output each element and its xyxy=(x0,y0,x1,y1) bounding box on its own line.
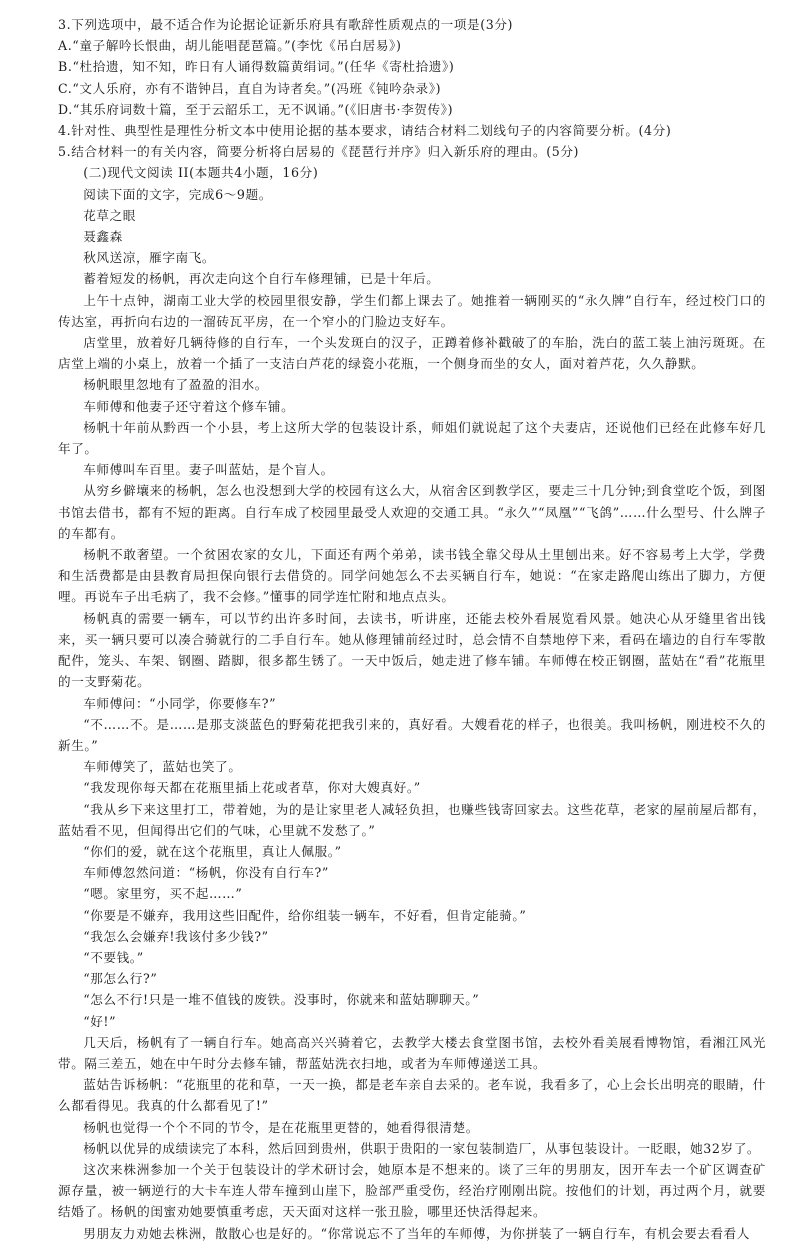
article-title: 花草之眼 xyxy=(83,207,136,223)
paragraph: “你要是不嫌弃，我用这些旧配件，给你组装一辆车，不好看，但肯定能骑。” xyxy=(83,907,527,923)
question-5: 5.结合材料一的有关内容，简要分析将白居易的《琵琶行并序》归入新乐府的理由。(5分) xyxy=(58,144,580,160)
paragraph: “好!” xyxy=(83,1013,117,1029)
paragraph: 蓝姑告诉杨帆：“花瓶里的花和草，一天一换，都是老车亲自去采的。老车说，我看多了，心上会长出明亮的眼睛，什么都看得见。我真的什么都看见了!” xyxy=(58,1077,766,1114)
paragraph: 秋风送凉，雁字南飞。 xyxy=(83,250,216,266)
paragraph: “我怎么会嫌弃!我该付多少钱?” xyxy=(83,928,269,944)
paragraph: 店堂里，放着好几辆待修的自行车，一个头发斑白的汉子，正蹲着修补戳破了的车胎，洗白的蓝工装上油污斑斑。在店堂上端的小桌上，放着一个插了一支洁白芦花的绿瓷小花瓶，一个侧身而坐的女人，面对着芦花，久久静默。 xyxy=(58,335,766,372)
question-4: 4.针对性、典型性是理性分析文本中使用论据的基本要求，请结合材料二划线句子的内容简要分析。(4分) xyxy=(58,123,672,139)
document-page xyxy=(58,14,766,1244)
paragraph: 杨帆眼里忽地有了盈盈的泪水。 xyxy=(83,377,268,393)
option-b: B.“杜拾遗，知不知，昨日有人诵得数篇黄绢词。”(任华《寄杜拾遗》) xyxy=(58,59,455,75)
paragraph: 车师傅问：“小同学，你要修车?” xyxy=(83,695,277,711)
paragraph: 男朋友力劝她去株洲，散散心也是好的。“你常说忘不了当年的车师傅，为你拼装了一辆自行车，有机会要去看看人 xyxy=(83,1225,750,1241)
paragraph: 蓄着短发的杨帆，再次走向这个自行车修理铺，已是十年后。 xyxy=(83,271,440,287)
paragraph: “我发现你每天都在花瓶里插上花或者草，你对大嫂真好。” xyxy=(83,780,421,796)
option-d: D.“其乐府词数十篇，至于云韶乐工，无不讽诵。”(《旧唐书·李贺传》) xyxy=(58,101,454,117)
article-author: 聂鑫森 xyxy=(83,229,123,245)
paragraph: “不要钱。” xyxy=(83,949,144,965)
option-a: A.“童子解吟长恨曲，胡儿能唱琵琶篇。”(李忱《吊白居易》) xyxy=(58,38,402,54)
paragraph: “怎么不行!只是一堆不值钱的废铁。没事时，你就来和蓝姑聊聊天。” xyxy=(83,992,480,1008)
paragraph: 车师傅忽然问道：“杨帆，你没有自行车?” xyxy=(83,865,329,881)
paragraph: 从穷乡僻壤来的杨帆，怎么也没想到大学的校园有这么大，从宿舍区到教学区，要走三十几分钟;到食堂吃个饭，到图书馆去借书，都有不短的距离。自行车成了校园里最受人欢迎的交通工具。“永久”“凤凰”“飞鸽”……什么型号、什么牌子的车都有。 xyxy=(58,483,766,541)
paragraph: 这次来株洲参加一个关于包装设计的学术研讨会，她原本是不想来的。谈了三年的男朋友，因开车去一个矿区调查矿源存量，被一辆逆行的大卡车连人带车撞到山崖下，脸部严重受伤，经治疗刚刚出院。按他们的计划，再过两个月，就要结婚了。杨帆的闺蜜劝她要慎重考虑，天天面对这样一张丑脸，哪里还快活得起来。 xyxy=(58,1161,766,1220)
paragraph: 车师傅叫车百里。妻子叫蓝姑，是个盲人。 xyxy=(83,462,334,478)
paragraph: “那怎么行?” xyxy=(83,971,158,987)
paragraph: 杨帆以优异的成绩读完了本科，然后回到贵州，供职于贵阳的一家包装制造厂，从事包装设计。一眨眼，她32岁了。 xyxy=(83,1140,761,1156)
paragraph: 几天后，杨帆有了一辆自行车。她高高兴兴骑着它，去教学大楼去食堂图书馆，去校外看美展看博物馆，看湘江风光带。隔三差五，她在中午时分去修车铺，帮蓝姑洗衣扫地，或者为车师傅递送工具。 xyxy=(58,1034,766,1071)
section-heading: (二)现代文阅读 II(本题共4小题，16分) xyxy=(83,165,319,181)
paragraph: 车师傅笑了，蓝姑也笑了。 xyxy=(83,759,242,775)
paragraph: “我从乡下来这里打工，带着她，为的是让家里老人减轻负担，也赚些钱寄回家去。这些花草，老家的屋前屋后都有，蓝姑看不见，但闻得出它们的气味，心里就不发愁了。” xyxy=(58,801,766,838)
paragraph: “不……不。是……是那支淡蓝色的野菊花把我引来的，真好看。大嫂看花的样子，也很美。我叫杨帆，刚进校不久的新生。” xyxy=(58,716,766,753)
paragraph: 车师傅和他妻子还守着这个修车铺。 xyxy=(83,398,295,414)
paragraph: 杨帆也觉得一个个不同的节令，是在花瓶里更替的，她看得很清楚。 xyxy=(83,1119,479,1135)
section-instruction: 阅读下面的文字，完成6～9题。 xyxy=(83,186,272,202)
paragraph: 杨帆十年前从黔西一个小县，考上这所大学的包装设计系，师姐们就说起了这个夫妻店，还说他们已经在此修车好几年了。 xyxy=(58,419,766,457)
paragraph: 杨帆不敢奢望。一个贫困农家的女儿，下面还有两个弟弟，读书钱全靠父母从土里刨出来。好不容易考上大学，学费和生活费都是由县教育局担保向银行去借贷的。同学问她怎么不去买辆自行车，她说：“在家走路爬山练出了脚力，方便哩。再说车子出毛病了，我不会修。”懂事的同学连忙附和地点点头。 xyxy=(58,547,766,605)
question-3: 3.下列选项中，最不适合作为论据论证新乐府具有歌辞性质观点的一项是(3分) xyxy=(58,17,514,32)
paragraph: 上午十点钟，湖南工业大学的校园里很安静，学生们都上课去了。她推着一辆刚买的“永久牌”自行车，经过校门口的传达室，再折向右边的一溜砖瓦平房，在一个窄小的门脸边支好车。 xyxy=(58,292,766,329)
paragraph: “嗯。家里穷，买不起……” xyxy=(83,886,243,902)
option-c: C.“文人乐府，亦有不谐钟吕，直自为诗者矣。”(冯班《钝吟杂录》) xyxy=(58,80,442,96)
paragraph: 杨帆真的需要一辆车，可以节约出许多时间，去读书，听讲座，还能去校外看展览看风景。她决心从牙缝里省出钱来，买一辆只要可以凑合骑就行的二手自行车。她从修理铺前经过时，总会情不自禁地停下来，看码在墙边的自行车零散配件，笼头、车架、钢圈、踏脚，很多都生锈了。一天中饭后，她走进了修车铺。车师傅在校正钢圈，蓝姑在“看”花瓶里的一支野菊花。 xyxy=(58,610,766,690)
paragraph: “你们的爱，就在这个花瓶里，真让人佩服。” xyxy=(83,843,342,859)
